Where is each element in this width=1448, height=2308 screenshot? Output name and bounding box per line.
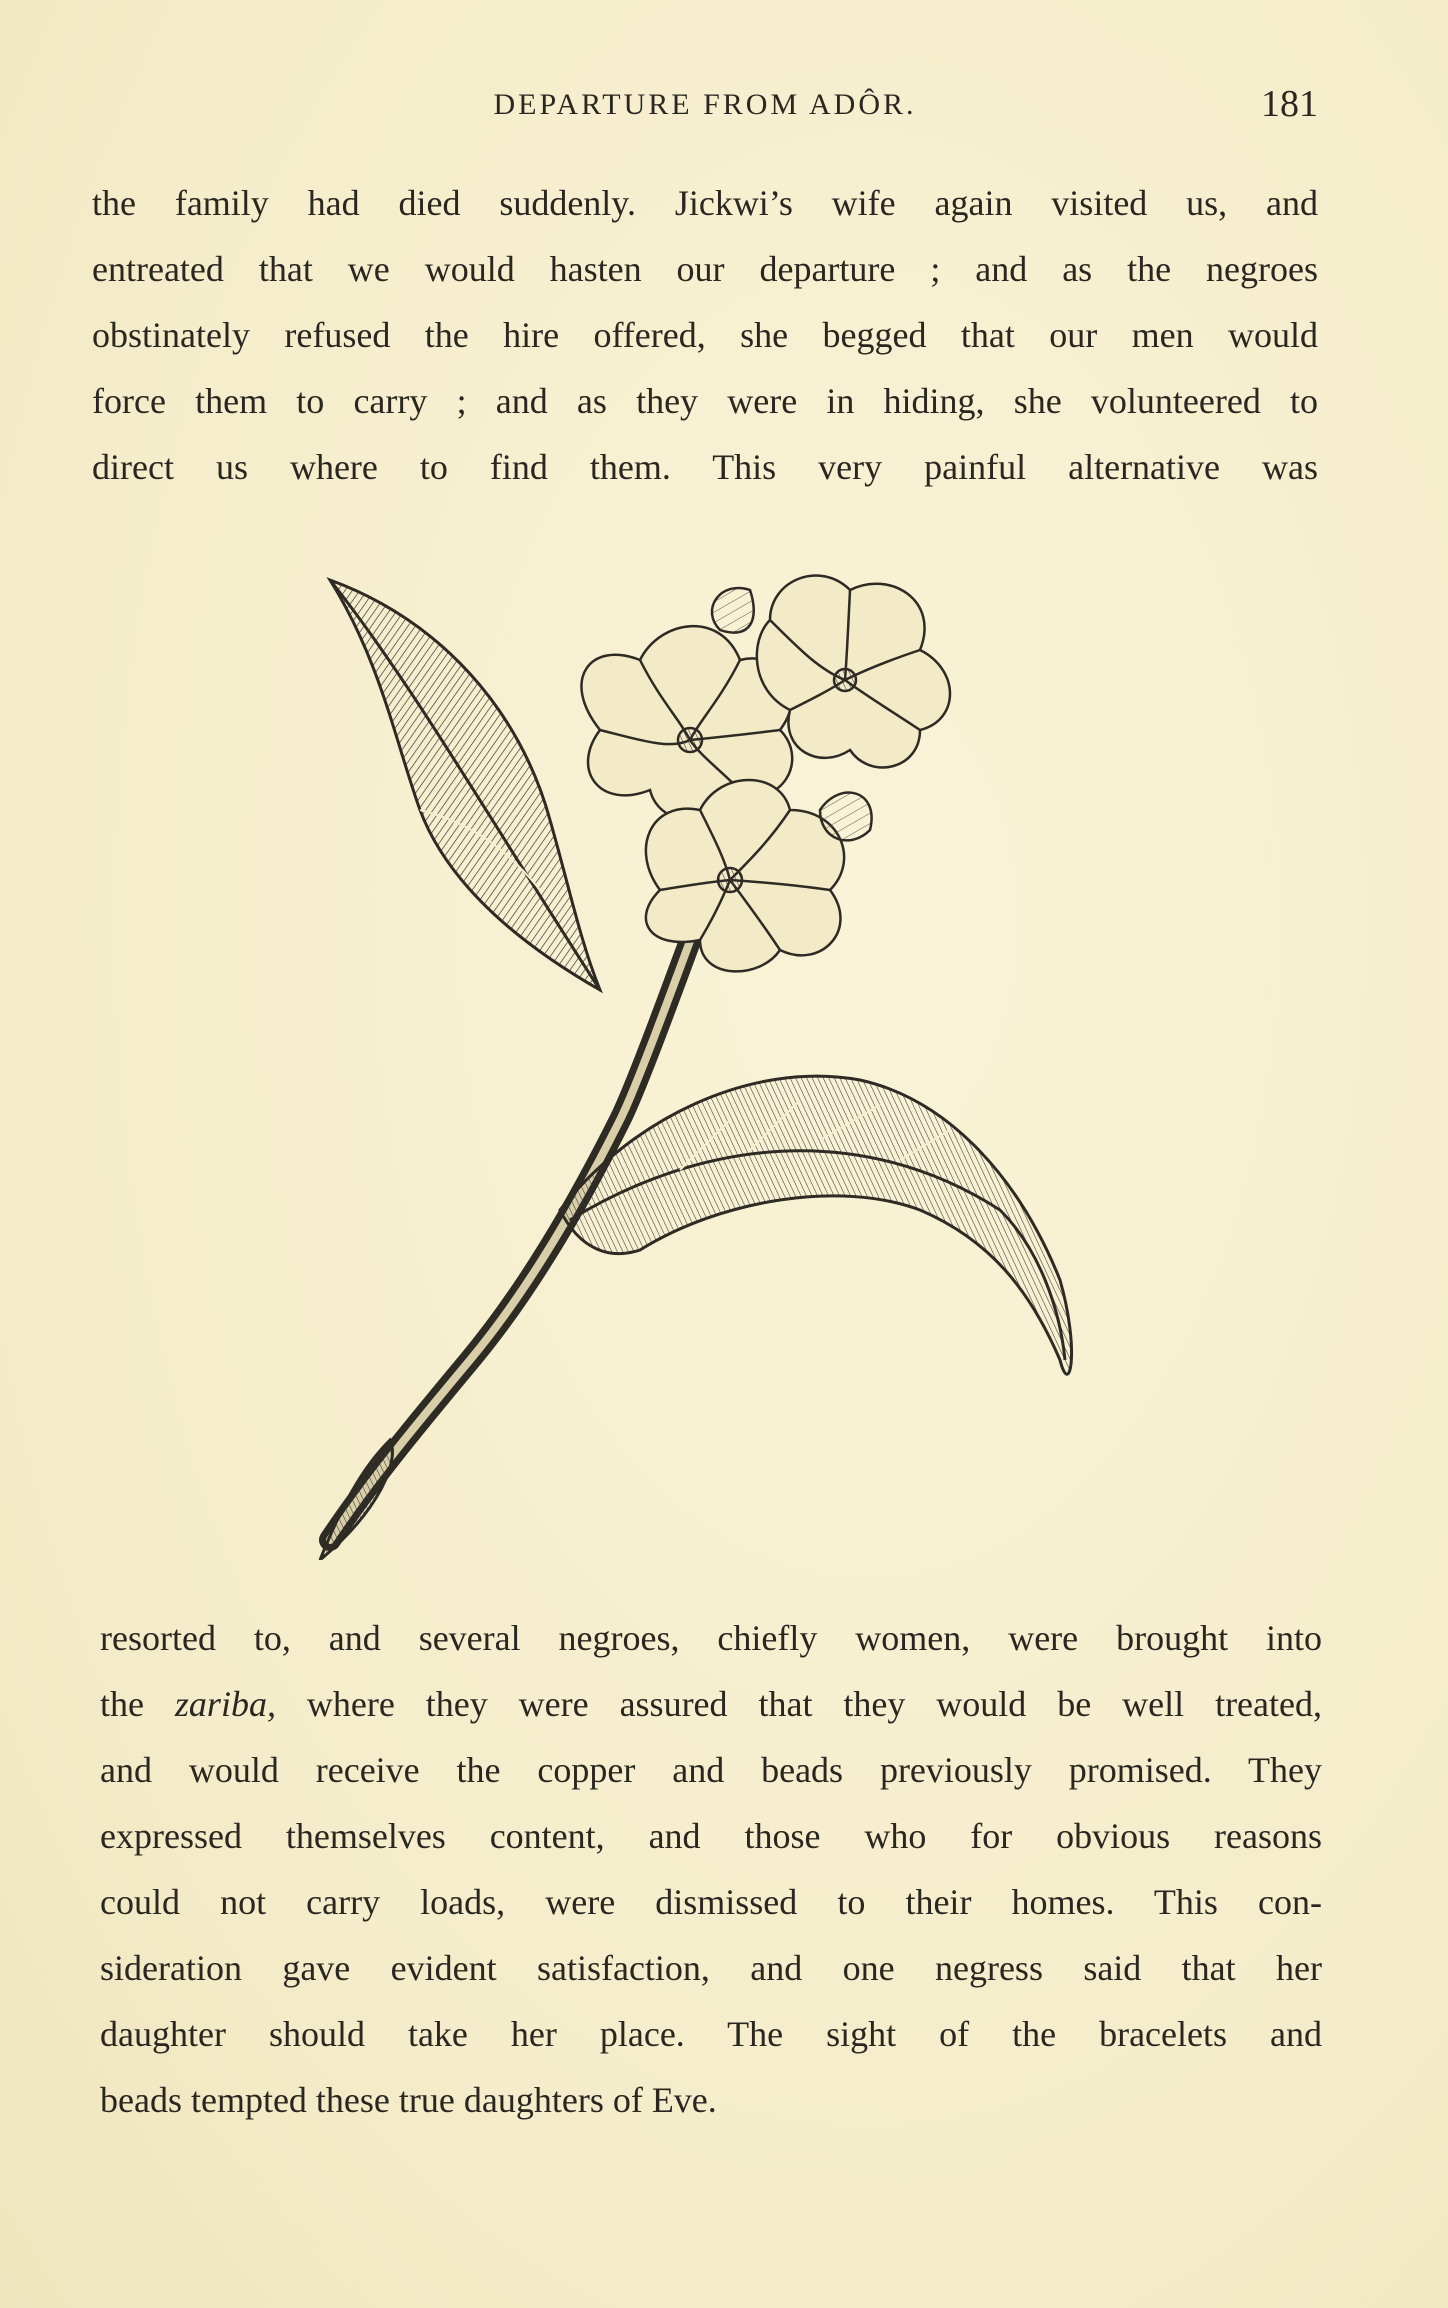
italic-term: zariba, xyxy=(174,1684,276,1724)
text-line: force them to carry ; and as they were in hiding, she volunteered to xyxy=(92,381,1318,421)
text-line: obstinately refused the hire offered, she begged that our men would xyxy=(92,315,1318,355)
page-number: 181 xyxy=(1261,83,1318,125)
flower-branch-engraving-icon xyxy=(300,560,1140,1560)
text-line: daughter should take her place. The sight of the bracelets and xyxy=(100,2014,1322,2054)
text-line: direct us where to find them. This very painful alternative was xyxy=(92,447,1318,487)
text-line xyxy=(100,1671,1322,1737)
text-line: sideration gave evident satisfaction, and one negress said that her xyxy=(100,1948,1322,1988)
text-line: could not carry loads, were dismissed to their homes. This con- xyxy=(100,1882,1322,1922)
paragraph-bottom xyxy=(100,1605,1322,2133)
text-line: and would receive the copper and beads previously promised. They xyxy=(100,1750,1322,1790)
text-line: entreated that we would hasten our departure ; and as the negroes xyxy=(92,249,1318,289)
text-line: beads tempted these true daughters of Eve. xyxy=(100,2080,717,2120)
paragraph-top xyxy=(92,170,1318,500)
text-line: resorted to, and several negroes, chiefly women, were brought into xyxy=(100,1618,1322,1658)
text-fragment: where they were assured that they would be well treated, xyxy=(275,1684,1322,1724)
text-line: the family had died suddenly. Jickwi’s wife again visited us, and xyxy=(92,183,1318,223)
text-fragment: the xyxy=(100,1684,175,1724)
text-line: expressed themselves content, and those who for obvious reasons xyxy=(100,1816,1322,1856)
running-title: DEPARTURE FROM ADÔR. xyxy=(493,88,917,121)
running-head xyxy=(92,82,1318,132)
